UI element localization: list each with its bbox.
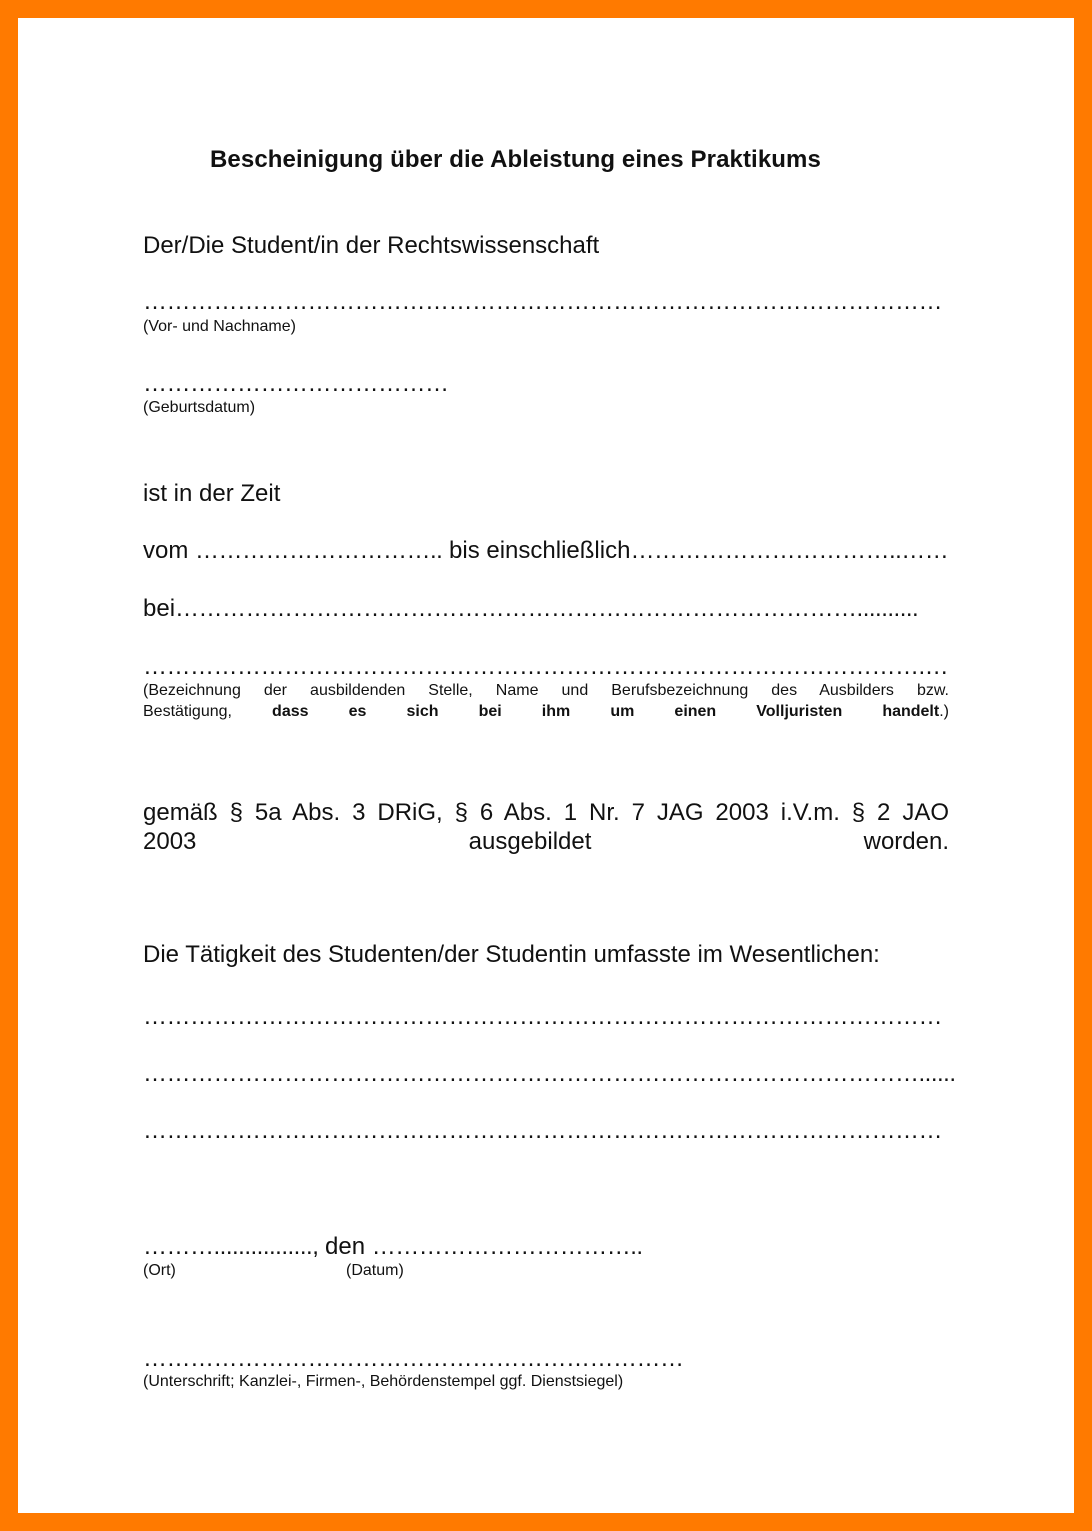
bei-field[interactable]: …………………………………………………………………………….......... bbox=[175, 595, 919, 622]
bis-field[interactable]: ……………………………..…… bbox=[630, 537, 949, 564]
institution-caption-line1: (Bezeichnung der ausbildenden Stelle, Name und Berufsbezeichnung des Ausbilders bzw. bbox=[143, 682, 949, 699]
bei-row bbox=[143, 595, 918, 623]
birthdate-field[interactable]: ………………………………… bbox=[143, 370, 449, 397]
legal-basis bbox=[143, 798, 949, 856]
volljurist-note: dass es sich bei ihm um einen Volljuristen handelt bbox=[272, 703, 940, 720]
bis-label: bis einschließlich bbox=[449, 537, 631, 564]
ort-caption: (Ort) bbox=[143, 1262, 176, 1279]
vom-label: vom bbox=[143, 537, 189, 564]
activity-line[interactable]: ………………………………………………………………………………………… bbox=[143, 1003, 942, 1030]
activity-line[interactable]: ………………………………………………………………………………………...... bbox=[143, 1060, 956, 1087]
activity-intro: Die Tätigkeit des Studenten/der Studentin umfasste im Wesentlichen: bbox=[143, 941, 880, 968]
den-label: den bbox=[325, 1233, 366, 1260]
institution-caption bbox=[143, 680, 949, 722]
legal-basis-line2: 2003 ausgebildet worden. bbox=[143, 828, 949, 855]
signature-field[interactable]: …………………………………………………………… bbox=[143, 1345, 684, 1372]
birthdate-caption: (Geburtsdatum) bbox=[143, 399, 256, 416]
activity-line[interactable]: ………………………………………………………………………………………… bbox=[143, 1117, 942, 1144]
ort-field[interactable]: ………................, bbox=[143, 1233, 319, 1260]
bei-label: bei bbox=[143, 595, 176, 622]
institution-field[interactable]: ……………………………………………………………………………………….… bbox=[143, 653, 949, 680]
document-title: Bescheinigung über die Ableistung eines Praktikums bbox=[210, 146, 821, 173]
period-intro: ist in der Zeit bbox=[143, 480, 281, 507]
legal-basis-line1: gemäß § 5a Abs. 3 DRiG, § 6 Abs. 1 Nr. 7 JAG 2003 i.V.m. § 2 JAO bbox=[143, 799, 949, 826]
institution-caption-line2: Bestätigung, dass es sich bei ihm um einen Volljuristen handelt.) bbox=[143, 703, 949, 720]
vom-field[interactable]: ………………………….. bbox=[195, 537, 443, 564]
datum-field[interactable]: …………………………….. bbox=[371, 1233, 643, 1260]
date-place-row bbox=[143, 1233, 643, 1261]
name-caption: (Vor- und Nachname) bbox=[143, 318, 296, 335]
period-row bbox=[143, 537, 948, 565]
name-field[interactable]: ………………………………………………………………………………………… bbox=[143, 288, 942, 315]
signature-caption: (Unterschrift; Kanzlei-, Firmen-, Behördenstempel ggf. Dienstsiegel) bbox=[143, 1373, 624, 1390]
intro-text: Der/Die Student/in der Rechtswissenschaft bbox=[143, 232, 600, 259]
document-page bbox=[18, 18, 1074, 1513]
datum-caption: (Datum) bbox=[346, 1262, 404, 1279]
